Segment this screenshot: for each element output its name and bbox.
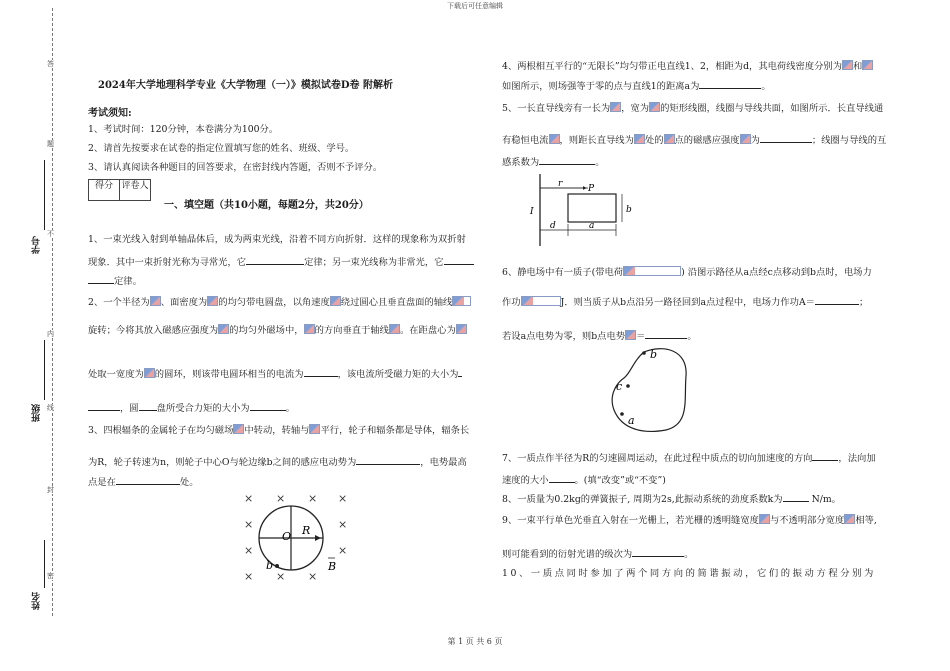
margin-char-3: 不 (47, 230, 54, 238)
q3-line1: 3、四根辐条的金属轮子在均匀磁场 中转动，转轴与 平行，轮子和辐条都是导体，辐条长 (88, 425, 470, 436)
q1-line2: 现象．其中一束折射光称为寻常光，它 定律；另一束光线称为非常光，它 (88, 256, 474, 269)
point-b-dot (275, 564, 279, 568)
formula-image-icon (649, 102, 660, 112)
q2-blank2[interactable] (458, 368, 462, 377)
q5-line2: 有稳恒电流 ，则距长直导线为 处的 点的磁感应强度 为 ；线圈与导线的互 (502, 135, 887, 146)
exam-title: 2024年大学地理科学专业《大学物理（一）》模拟试卷D卷 附解析 (98, 80, 393, 91)
formula-image-icon (456, 324, 467, 334)
formula-image-icon (150, 296, 161, 306)
path-figure (604, 340, 694, 436)
q6-line2: 作功 J．则当质子从b点沿另一路径回到a点过程中，电场力作功A＝ ； (502, 297, 869, 308)
q4-blank1[interactable] (699, 80, 761, 89)
section-title: 一、填空题（共10小题，每题2分，共20分） (164, 200, 369, 211)
margin-char-4: 内 (47, 330, 54, 338)
label-a: a (589, 221, 595, 231)
q6-blank2[interactable] (645, 330, 687, 339)
formula-image-icon (452, 296, 471, 306)
formula-image-icon (218, 324, 229, 334)
id-underline (44, 160, 45, 230)
label-a: a (628, 414, 635, 427)
q9-line2: 则可能看到的衍射光谱的级次为 。 (502, 549, 694, 560)
margin-char-7: 密 (47, 572, 54, 580)
formula-image-icon (144, 368, 155, 378)
q7-blank2[interactable] (549, 474, 575, 483)
formula-image-icon (309, 424, 320, 434)
q3-blank2[interactable] (116, 476, 180, 485)
q1-blank3[interactable] (88, 275, 114, 284)
q7-blank1[interactable] (812, 452, 838, 461)
formula-image-icon (233, 424, 244, 434)
q2-line2: 旋转；今将其放入磁感应强度为 的均匀外磁场中， 的方向垂直于轴线 。在距盘心为 (88, 324, 467, 337)
q1-blank1[interactable] (246, 256, 304, 265)
margin-char-1: 答 (47, 60, 54, 68)
formula-image-icon (389, 324, 400, 334)
rect-loop (568, 194, 616, 222)
formula-image-icon (844, 514, 855, 524)
student-id-label: 学号 (32, 236, 42, 254)
q10-line1: 10、一质点同时参加了两个同方向的简谐振动，它们的振动方程分别为 (502, 568, 876, 579)
q2-line4: ，圆 盘所受合力矩的大小为 。 (88, 402, 295, 415)
label-O: O (282, 530, 292, 543)
margin-char-6: 封 (47, 486, 54, 494)
label-B: B (328, 560, 337, 573)
label-b: b (626, 205, 632, 215)
label-R: R (302, 524, 311, 537)
class-underline (44, 340, 45, 400)
q5-line1: 5、一长直导线旁有一长为 ，宽为 的矩形线圈，线圈与导线共面，如图所示．长直导线通 (502, 103, 884, 114)
svg-text:×: × (308, 570, 318, 583)
q2-blank3[interactable] (88, 402, 120, 411)
svg-text:×: × (338, 518, 348, 531)
label-c: c (616, 380, 623, 393)
formula-image-icon (304, 324, 315, 334)
formula-image-icon (862, 60, 873, 70)
svg-text:×: × (276, 492, 286, 505)
q4-line1: 4、两根相互平行的“无限长”均匀带正电直线1、2，相距为d，其电荷线密度分别为 和 (502, 60, 873, 73)
seal-dashed-line (52, 8, 53, 616)
svg-text:×: × (244, 544, 254, 557)
label-d: d (550, 221, 556, 231)
class-label: 班级 (32, 404, 42, 422)
label-r: r (558, 179, 563, 189)
score-label: 得分 (89, 180, 120, 200)
q3-blank1[interactable] (356, 456, 420, 465)
svg-text:×: × (244, 492, 254, 505)
q2-blank1[interactable] (304, 368, 338, 377)
label-b: b (650, 348, 658, 361)
q2-blank4[interactable] (139, 402, 157, 411)
margin-char-2: 题 (47, 140, 54, 148)
q5-blank2[interactable] (539, 156, 595, 165)
q8-line1: 8、一质量为0.2kg的弹簧振子, 周期为2s,此振动系统的劲度系数k为 N/m。 (502, 494, 841, 505)
q7-line1: 7、一质点作半径为R的匀速圆周运动，在此过程中质点的切向加速度的方向 ，法向加 (502, 453, 876, 464)
q4-line2: 如图所示，则场强等于零的点与直线1的距离a为 。 (502, 81, 771, 92)
notice-item-3: 3、请认真阅读各种题目的回答要求，在密封线内答题，否则不予评分。 (88, 162, 383, 173)
label-b: b (266, 559, 274, 572)
label-I: I (530, 207, 534, 217)
label-P: P (588, 184, 595, 194)
q6-line1: 6、静电场中有一质子(带电荷 ) 沿图示路径从a点经c点移动到b点时，电场力 (502, 267, 872, 278)
formula-image-icon (759, 514, 770, 524)
formula-image-icon (664, 134, 675, 144)
formula-image-icon (549, 134, 560, 144)
page-footer: 第 1 页 共 6 页 (447, 637, 503, 646)
wheel-figure (236, 490, 356, 586)
formula-image-icon (740, 134, 751, 144)
q1-line1: 1、一束光线入射到单轴晶体后，成为两束光线，沿着不同方向折射．这样的现象称为双折射 (88, 234, 466, 245)
q9-line1: 9、一束平行单色光垂直入射在一光栅上，若光栅的透明缝宽度 与不透明部分宽度 相等, (502, 515, 877, 526)
formula-image-icon (634, 134, 645, 144)
svg-text:×: × (244, 518, 254, 531)
q3-line3: 点是在 处。 (88, 477, 199, 488)
q1-line3: 定律。 (88, 275, 142, 288)
formula-image-icon (521, 296, 561, 306)
notice-item-1: 1、考试时间：120分钟，本卷满分为100分。 (88, 124, 279, 135)
formula-image-icon (625, 330, 636, 340)
name-underline (44, 540, 45, 588)
svg-text:×: × (308, 492, 318, 505)
svg-text:×: × (338, 544, 348, 557)
q6-line3: 若设a点电势为零，则b点电势 ＝ 。 (502, 331, 697, 342)
q1-blank2[interactable] (444, 256, 474, 265)
name-label: 姓名 (32, 592, 42, 610)
svg-text:×: × (244, 570, 254, 583)
formula-image-icon (207, 296, 218, 306)
q2-line3: 处取一宽度为 的圆环，则该带电圆环相当的电流为 ，该电流所受磁力矩的大小为 (88, 368, 462, 381)
formula-image-icon (610, 102, 621, 112)
grader-label: 评卷人 (121, 181, 149, 191)
formula-image-icon (842, 60, 853, 70)
q5-blank1[interactable] (760, 134, 812, 143)
q2-blank5[interactable] (250, 402, 286, 411)
wire-loop-figure (528, 174, 652, 246)
formula-image-icon (623, 266, 681, 276)
closed-path (612, 349, 686, 432)
margin-char-5: 线 (47, 404, 54, 412)
notice-item-2: 2、请首先按要求在试卷的指定位置填写您的姓名、班级、学号。 (88, 143, 355, 154)
svg-text:×: × (276, 570, 286, 583)
q8-blank1[interactable] (783, 493, 809, 502)
download-note: 下载后可任意编辑 (447, 2, 503, 10)
notice-heading: 考试须知: (88, 108, 132, 119)
q2-line1: 2、一个半径为 、面密度为 的均匀带电圆盘，以角速度 绕过圆心且垂直盘面的轴线 (88, 296, 471, 309)
q9-blank1[interactable] (632, 548, 684, 557)
formula-image-icon (330, 296, 341, 306)
q3-line2: 为R，轮子转速为n，则轮子中心O与轮边缘b之间的感应电动势为 ，电势最高 (88, 457, 467, 468)
score-box (88, 179, 151, 201)
q7-line2: 速度的大小 。(填“改变”或“不变”) (502, 475, 666, 486)
svg-text:×: × (338, 492, 348, 505)
q6-blank1[interactable] (815, 296, 859, 305)
q5-line3: 感系数为 。 (502, 157, 605, 168)
